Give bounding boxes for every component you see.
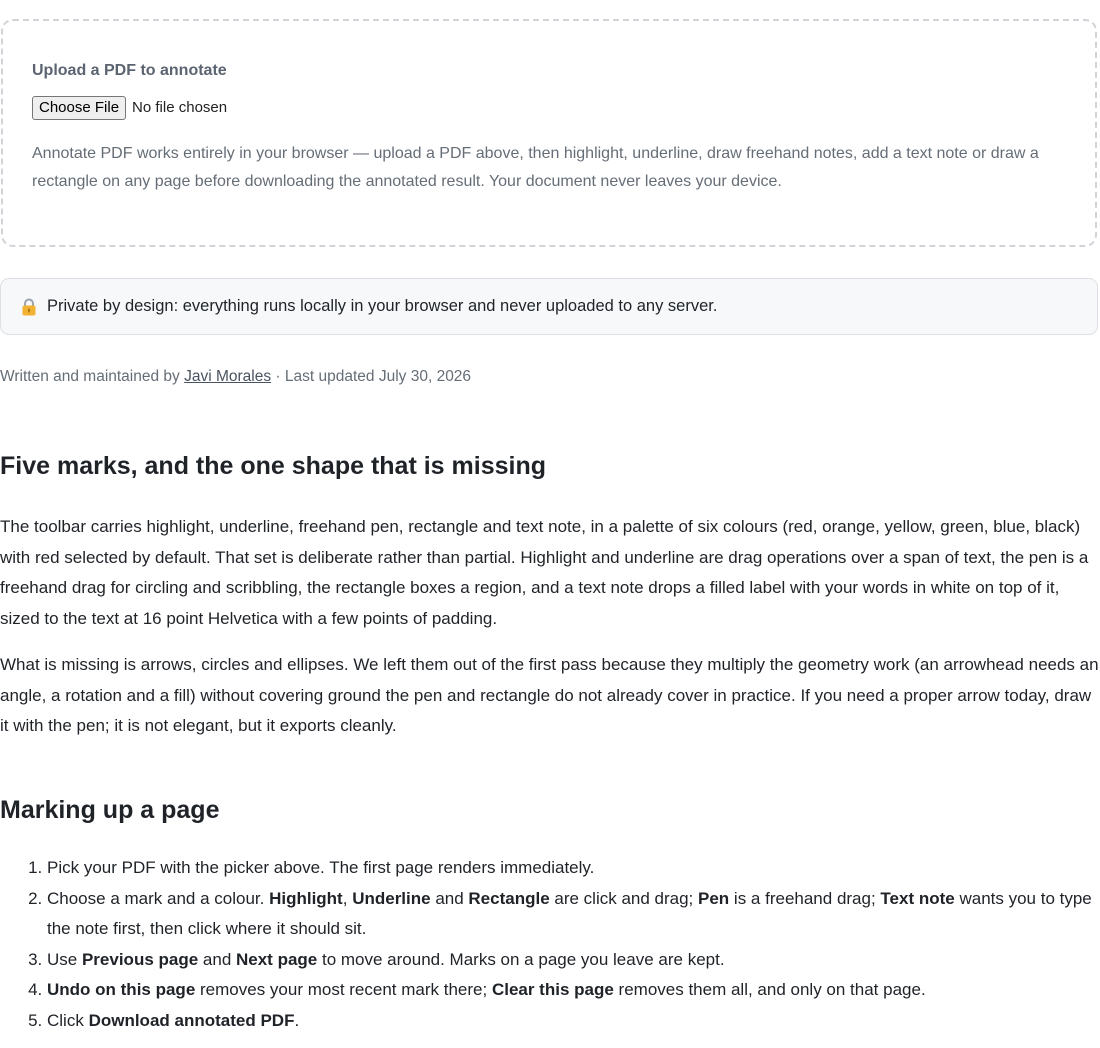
- step-text: removes your most recent mark there;: [195, 980, 492, 999]
- step-item: [47, 1006, 1100, 1037]
- steps-list: [0, 853, 1100, 1036]
- step-emphasis: Underline: [352, 888, 431, 908]
- choose-file-button[interactable]: Choose File: [32, 96, 126, 120]
- section-heading-five-marks: Five marks, and the one shape that is missing: [0, 452, 546, 480]
- paragraph-missing: What is missing is arrows, circles and ellipses. We left them out of the first pass because they multiply the geometry work (an arrowhead needs an angle, a rotation and a fill) without covering ground the pen and rectangle do not already cover in practice. If you need a proper arrow today, draw it with the pen; it is not elegant, but it exports cleanly.: [0, 655, 1099, 735]
- paragraph-toolbar: The toolbar carries highlight, underline, freehand pen, rectangle and text note, in a palette of six colours (red, orange, yellow, green, blue, black) with red selected by default. That set is deliberate rather than partial. Highlight and underline are drag operations over a span of text, the pen is a freehand drag for circling and scribbling, the rectangle boxes a region, and a text note drops a filled label with your words in white on top of it, sized to the text at 16 point Helvetica with a few points of padding.: [0, 517, 1089, 628]
- step-text: wants you to type the note first, then click where it should sit.: [47, 888, 1092, 938]
- step-text: Click: [47, 1010, 89, 1030]
- step-text: to move around. Marks on a page you leave are kept.: [317, 949, 725, 969]
- step-emphasis: Highlight: [269, 888, 343, 908]
- step-text: Pick your PDF with the picker above. The first page renders immediately.: [47, 858, 595, 877]
- step-text: ,: [342, 888, 353, 908]
- upload-description: Annotate PDF works entirely in your browser — upload a PDF above, then highlight, underline, draw freehand notes, add a text note or draw a rectangle on any page before downloading the annotated result. Your document never leaves your device.: [32, 145, 1039, 190]
- step-text: and: [430, 888, 469, 908]
- step-text: removes them all, and only on that page.: [613, 980, 926, 999]
- step-text: Choose a mark and a colour.: [47, 888, 270, 908]
- upload-dropzone[interactable]: [1, 19, 1097, 247]
- lock-icon: [21, 298, 37, 316]
- step-emphasis: Clear this page: [491, 980, 614, 999]
- last-updated: Last updated July 30, 2026: [284, 368, 472, 385]
- step-item: [47, 945, 1100, 976]
- step-emphasis: Undo on this page: [47, 980, 196, 999]
- byline-separator: ·: [275, 368, 281, 385]
- step-text: .: [294, 1010, 300, 1030]
- privacy-text: Private by design: everything runs locally in your browser and never uploaded to any server.: [47, 296, 718, 315]
- byline: [0, 366, 471, 388]
- step-emphasis: Download annotated PDF: [88, 1010, 295, 1030]
- byline-prefix: Written and maintained by: [0, 368, 180, 385]
- step-emphasis: Next page: [236, 949, 318, 969]
- step-text: is a freehand drag;: [729, 888, 881, 908]
- step-text: are click and drag;: [549, 888, 699, 908]
- author-link[interactable]: Javi Morales: [184, 368, 272, 385]
- step-text: Use: [47, 949, 82, 969]
- section-heading-marking-up: Marking up a page: [0, 796, 220, 824]
- step-emphasis: Pen: [698, 888, 730, 908]
- step-text: and: [198, 949, 236, 969]
- file-status: No file chosen: [132, 99, 228, 116]
- upload-label: Upload a PDF to annotate: [32, 62, 227, 79]
- step-emphasis: Previous page: [81, 949, 199, 969]
- privacy-notice: [0, 278, 1098, 335]
- step-item: [47, 975, 1100, 1006]
- step-emphasis: Rectangle: [468, 888, 550, 908]
- step-emphasis: Text note: [880, 888, 955, 908]
- step-item: [47, 853, 1100, 884]
- file-picker[interactable]: [32, 96, 227, 120]
- step-item: [47, 884, 1100, 945]
